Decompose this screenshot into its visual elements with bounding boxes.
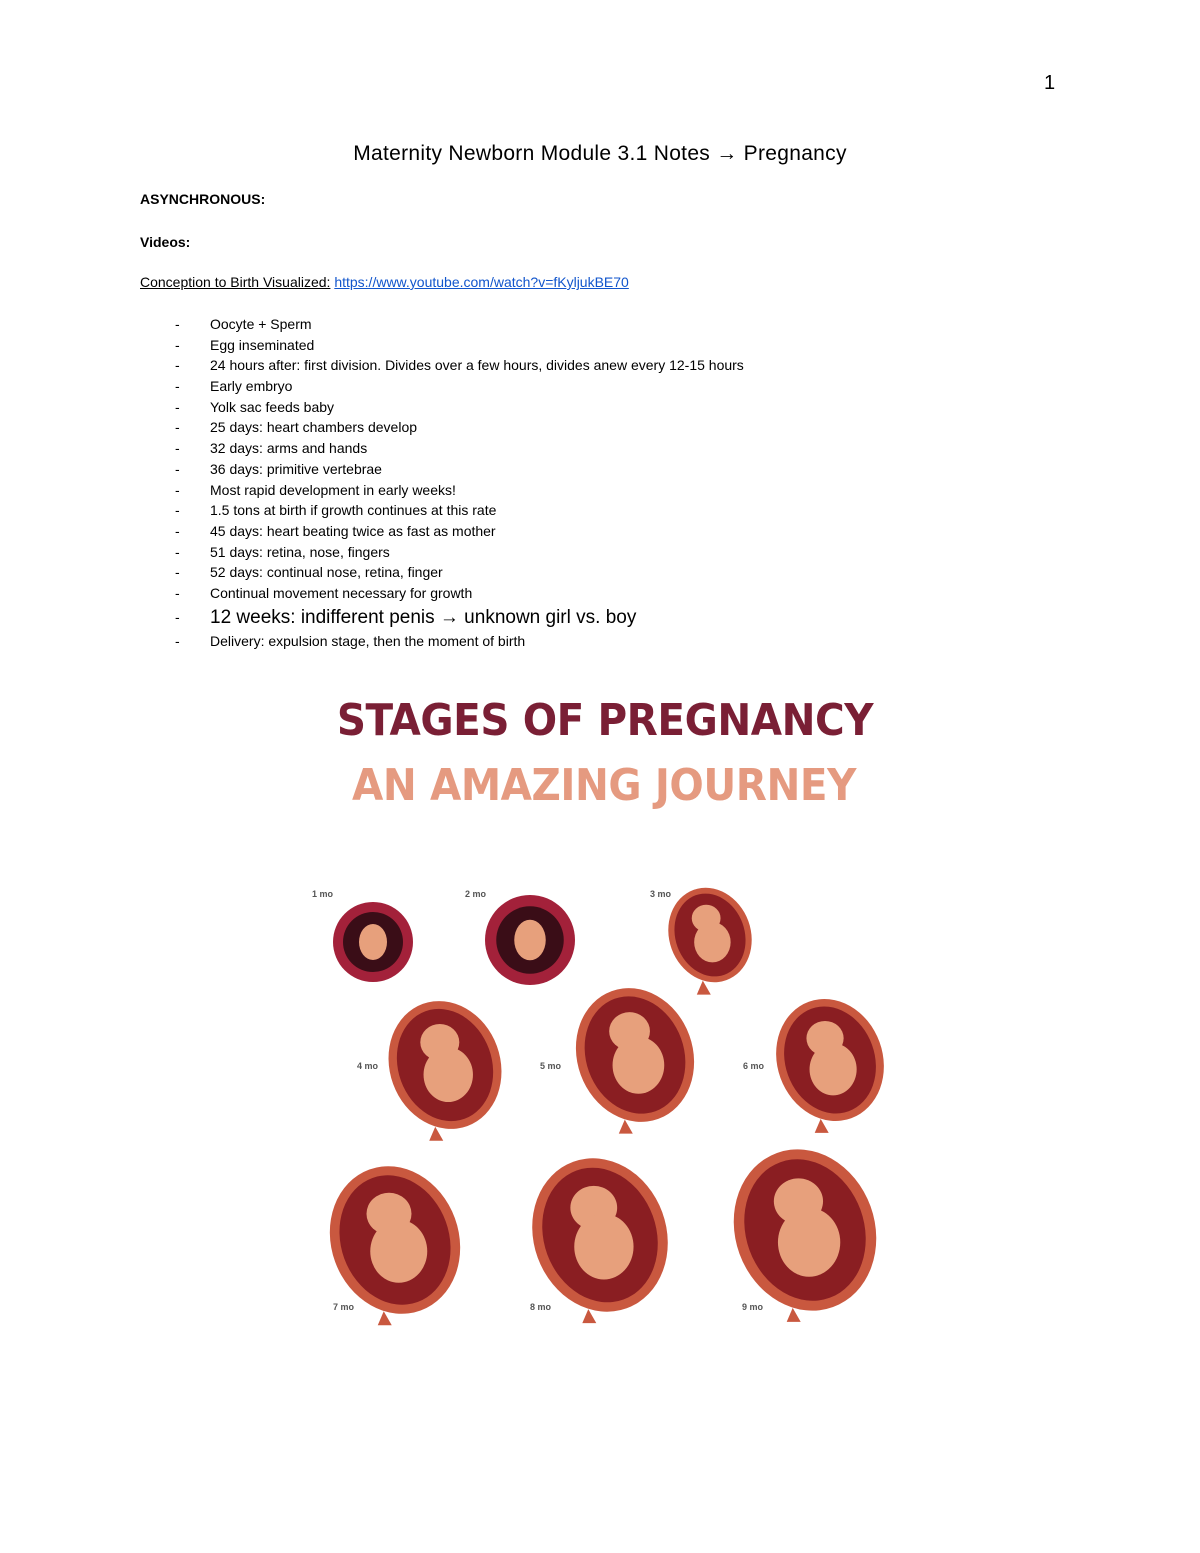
bullet-dash: - xyxy=(175,584,180,601)
pregnancy-stage xyxy=(540,971,713,1138)
cervix xyxy=(378,1311,392,1325)
infographic-title-line2: AN AMAZING JOURNEY xyxy=(352,760,856,811)
stage-label: 8 mo xyxy=(530,1302,552,1312)
page-title: Maternity Newborn Module 3.1 Notes → Pregnancy xyxy=(353,142,847,165)
fetus-body xyxy=(810,1043,857,1095)
bullet-dash: - xyxy=(175,481,180,498)
note-text: 52 days: continual nose, retina, finger xyxy=(210,564,443,581)
stage-label: 2 mo xyxy=(465,889,487,899)
bullet-dash: - xyxy=(175,502,180,519)
note-text: 36 days: primitive vertebrae xyxy=(210,460,382,477)
note-text: Oocyte + Sperm xyxy=(210,316,312,332)
video-label: Conception to Birth Visualized: xyxy=(140,274,331,290)
fetus-body xyxy=(694,922,730,962)
bullet-dash: - xyxy=(175,378,180,395)
fetus-body xyxy=(613,1037,665,1094)
note-text: Most rapid development in early weeks! xyxy=(210,481,456,498)
cervix xyxy=(787,1308,801,1322)
fetus-body xyxy=(370,1220,427,1283)
bullet-dash: - xyxy=(175,357,180,374)
embryo xyxy=(359,924,387,960)
note-text: Egg inseminated xyxy=(210,336,315,353)
bullet-dash: - xyxy=(175,522,180,539)
pregnancy-stage xyxy=(309,1148,480,1333)
stage-label: 1 mo xyxy=(312,889,334,899)
videos-heading: Videos: xyxy=(140,234,191,250)
note-text: Yolk sac feeds baby xyxy=(210,398,335,415)
bullet-dash: - xyxy=(175,336,180,353)
stage-label: 5 mo xyxy=(540,1061,562,1071)
note-text: 25 days: heart chambers develop xyxy=(210,419,418,436)
bullet-dash: - xyxy=(175,564,180,581)
pregnancy-stage xyxy=(650,876,765,995)
video-link[interactable]: https://www.youtube.com/watch?v=fKyljukBE70 xyxy=(334,274,629,290)
note-text: Continual movement necessary for growth xyxy=(210,584,473,601)
stage-label: 6 mo xyxy=(743,1061,765,1071)
bullet-dash: - xyxy=(175,632,180,649)
bullet-dash: - xyxy=(175,419,180,436)
note-text: 45 days: heart beating twice as fast as mother xyxy=(210,522,496,539)
stage-label: 9 mo xyxy=(742,1302,764,1312)
note-text: Delivery: expulsion stage, then the moment of birth xyxy=(210,632,526,649)
bullet-dash: - xyxy=(175,398,180,415)
fetus-body xyxy=(424,1047,473,1102)
asynchronous-heading: ASYNCHRONOUS: xyxy=(140,191,266,207)
stages-of-pregnancy-illustration xyxy=(290,685,920,1355)
fetus-body xyxy=(778,1208,840,1277)
note-text: Early embryo xyxy=(210,378,293,395)
stage-label: 4 mo xyxy=(357,1061,379,1071)
note-text: 1.5 tons at birth if growth continues at this rate xyxy=(210,502,497,519)
note-text: 24 hours after: first division. Divides over a few hours, divides anew every 12-15 hours xyxy=(210,357,744,374)
bullet-dash: - xyxy=(175,543,180,560)
pregnancy-stage xyxy=(312,889,413,982)
bullet-dash: - xyxy=(175,316,180,332)
pregnancy-stage xyxy=(743,984,901,1137)
cervix xyxy=(582,1309,596,1323)
pregnancy-stage xyxy=(711,1129,898,1331)
video-line xyxy=(140,274,629,290)
note-text: 32 days: arms and hands xyxy=(210,440,368,457)
note-text: 51 days: retina, nose, fingers xyxy=(210,543,390,560)
stage-label: 7 mo xyxy=(333,1302,355,1312)
bullet-dash: - xyxy=(175,460,180,477)
cervix xyxy=(697,981,711,995)
pregnancy-stage xyxy=(511,1139,689,1331)
cervix xyxy=(429,1127,443,1141)
fetus-body xyxy=(574,1214,633,1280)
pregnancy-stage xyxy=(357,985,519,1145)
note-text: 12 weeks: indifferent penis → unknown girl vs. boy xyxy=(210,606,637,628)
cervix xyxy=(619,1120,633,1134)
embryo xyxy=(514,920,546,961)
bullet-dash: - xyxy=(175,440,180,457)
page-number: 1 xyxy=(1044,72,1056,94)
infographic-title-line1: STAGES OF PREGNANCY xyxy=(336,695,874,746)
stage-label: 3 mo xyxy=(650,889,672,899)
cervix xyxy=(815,1119,829,1133)
bullet-dash: - xyxy=(175,608,180,625)
pregnancy-stage xyxy=(465,889,575,985)
